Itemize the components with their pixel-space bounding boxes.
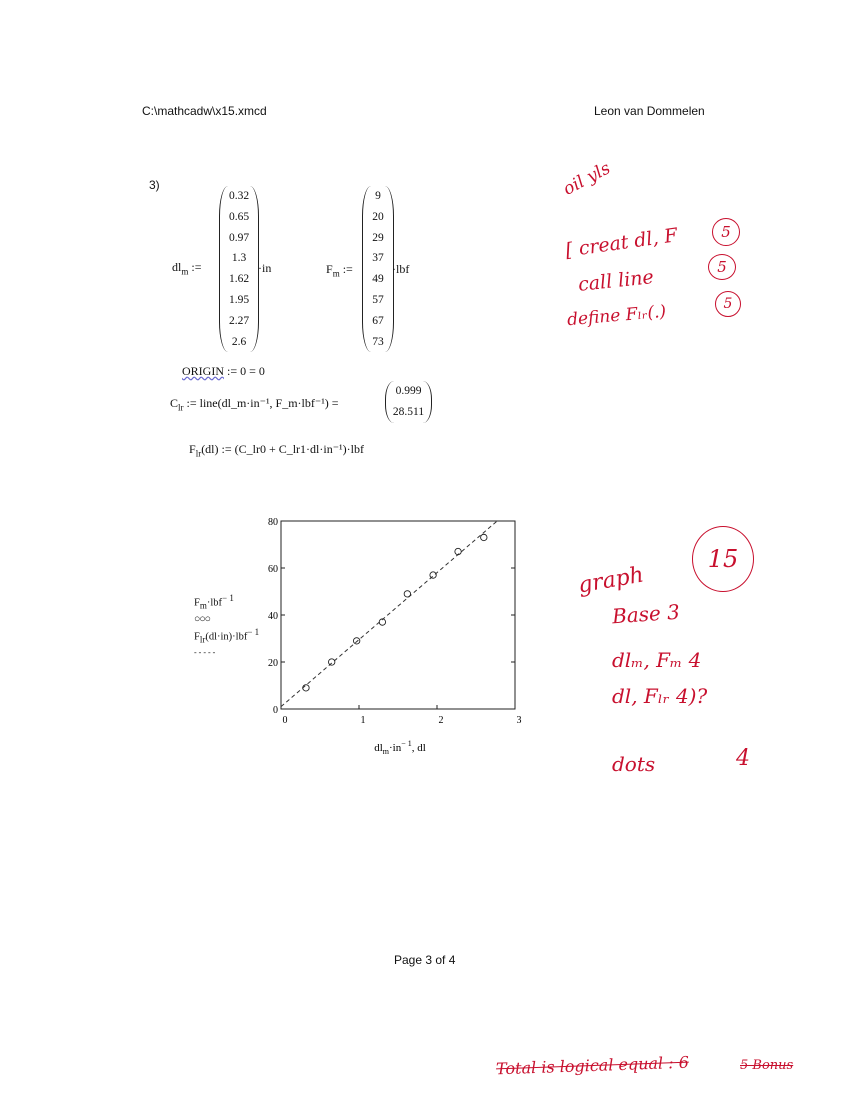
annotation-score-graph: 15: [692, 526, 754, 592]
matrix-cell: 67: [372, 314, 384, 327]
x-axis-label: $dl_m\cdot in^{- 1}$, dl: [374, 739, 426, 756]
matrix-cell: 2.27: [228, 314, 250, 327]
legend-item-flr: $F_{lr}(dl\cdot in)\cdot lbf^{- 1}$: [194, 626, 260, 645]
data-point: [329, 659, 335, 665]
matrix-cell: 0.999: [395, 385, 422, 397]
origin-statement: [182, 364, 265, 379]
matrix-cell: 0.97: [228, 231, 250, 244]
author-name: Leon van Dommelen: [594, 104, 705, 118]
annotation-oil: oil yls: [560, 158, 614, 200]
clr-statement: $C_{lr}$ := line(dl_m·in⁻¹, F_m·lbf⁻¹) =: [170, 396, 339, 413]
file-path: C:\mathcadw\x15.xmcd: [142, 104, 267, 118]
origin-rest: := 0 = 0: [227, 364, 265, 378]
y-tick-label: 20: [268, 658, 278, 669]
annotation-bottom-score: 5 Bonus: [740, 1058, 794, 1073]
data-point: [455, 548, 461, 554]
data-point: [430, 572, 436, 578]
annotation-base: Base 3: [611, 599, 681, 629]
x-tick-label: 0: [282, 715, 288, 726]
annotation-dots: dots: [612, 752, 656, 776]
y-tick-label: 40: [268, 611, 278, 622]
x-tick-label: 2: [438, 715, 444, 726]
annotation-score-create: 5: [712, 218, 740, 246]
data-point: [353, 638, 359, 644]
matrix-cell: 20: [372, 210, 384, 223]
data-point: [303, 685, 309, 691]
annotation-create: [ creat dl, F: [564, 224, 679, 262]
plot-frame: [281, 521, 515, 709]
fm-matrix: [362, 186, 394, 352]
matrix-cell: 73: [372, 335, 384, 348]
annotation-call: call line: [577, 266, 655, 296]
page-number: Page 3 of 4: [394, 953, 456, 967]
dlm-unit: ·in: [258, 261, 272, 275]
problem-number: 3): [149, 178, 160, 192]
dlm-label: $dl_m$ :=: [172, 260, 202, 277]
data-point: [481, 534, 487, 540]
matrix-cell: 1.3: [231, 252, 247, 265]
y-tick-label: 0: [273, 705, 278, 716]
annotation-score-call: 5: [708, 254, 736, 280]
matrix-cell: 0.32: [228, 190, 250, 202]
clr-result-matrix: [385, 381, 432, 423]
clr-expression: := line(dl_m·in⁻¹, F_m·lbf⁻¹) =: [186, 396, 339, 410]
legend-marker-circles: ○○○: [194, 613, 211, 625]
matrix-cell: 29: [372, 231, 384, 244]
annotation-graph: graph: [576, 562, 646, 599]
annotation-score-define: 5: [715, 291, 741, 317]
annotation-units-measured: dlₘ, Fₘ 4: [612, 648, 702, 672]
x-tick-label: 3: [516, 715, 522, 726]
annotation-units-fit: dl, Fₗᵣ 4)?: [612, 684, 708, 708]
fm-label: $F_m$ :=: [326, 262, 353, 279]
matrix-cell: 57: [372, 293, 384, 306]
chart-legend: [194, 592, 259, 659]
legend-marker-dashes: - - - - -: [194, 648, 216, 658]
matrix-cell: 0.65: [228, 210, 250, 223]
annotation-define: define Fₗᵣ(.): [566, 301, 667, 331]
data-point: [404, 591, 410, 597]
y-tick-label: 80: [268, 517, 278, 528]
fit-line: [281, 521, 497, 707]
matrix-cell: 1.95: [228, 293, 250, 306]
matrix-cell: 1.62: [228, 273, 250, 286]
legend-item-fm: $F_m\cdot lbf^{- 1}$: [194, 593, 234, 611]
matrix-cell: 37: [372, 252, 384, 265]
dlm-matrix: [219, 186, 259, 352]
annotation-bottom-note: Total is logical equal : 6: [495, 1052, 690, 1079]
matrix-cell: 2.6: [231, 335, 247, 348]
origin-keyword: ORIGIN: [182, 364, 224, 378]
annotation-score-dots: 4: [736, 746, 750, 771]
fm-unit: ·lbf: [392, 262, 410, 276]
matrix-cell: 49: [372, 273, 384, 286]
flr-body: (C_lr0 + C_lr1·dl·in⁻¹)·lbf: [234, 442, 364, 456]
matrix-cell: 28.511: [392, 405, 425, 418]
x-tick-label: 1: [360, 715, 366, 726]
y-tick-label: 60: [268, 564, 278, 575]
matrix-cell: 9: [375, 190, 381, 202]
flr-definition: $F_{lr}(dl)$ := (C_lr0 + C_lr1·dl·in⁻¹)·lbf: [189, 442, 364, 459]
